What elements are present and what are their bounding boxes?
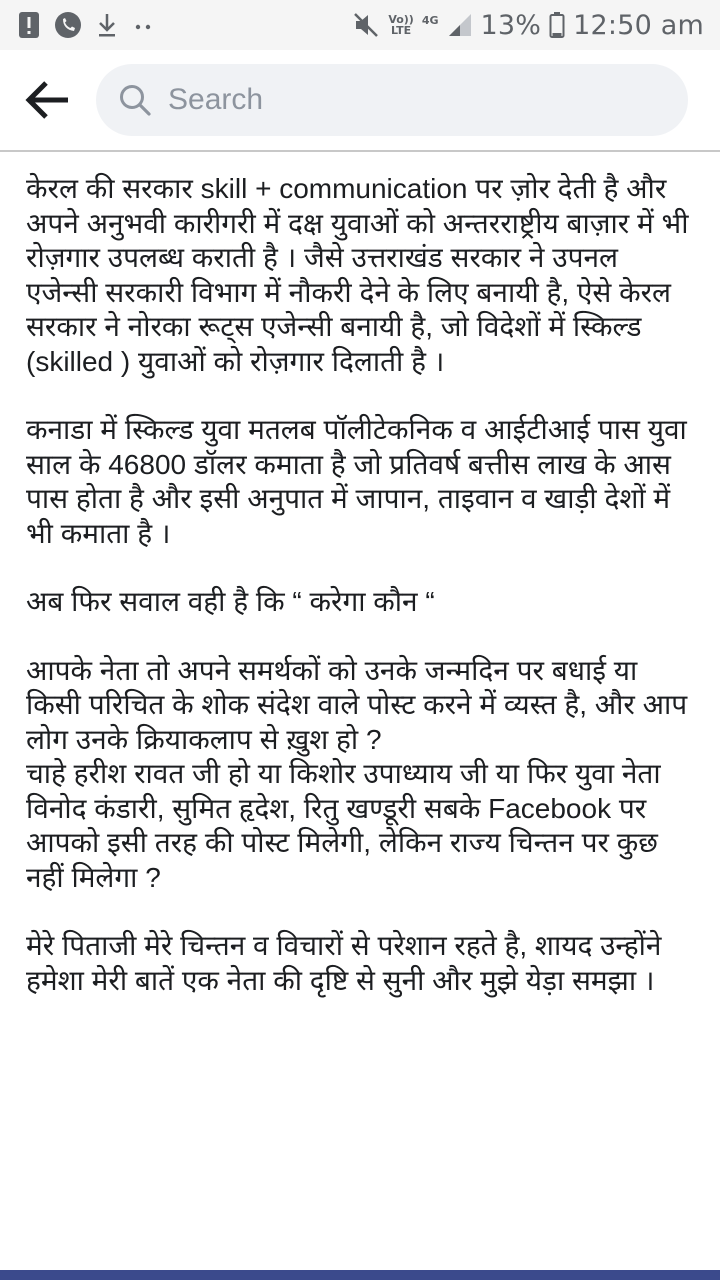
clock: 12:50 am xyxy=(573,9,704,41)
signal-icon xyxy=(447,12,473,38)
bottom-bar xyxy=(0,1270,720,1280)
back-button[interactable] xyxy=(22,78,72,122)
status-bar xyxy=(0,0,720,50)
battery-icon xyxy=(549,11,565,39)
post-paragraph: कनाडा में स्किल्ड युवा मतलब पॉलीटेकनिक व आईटीआई पास युवा साल के 46800 डॉलर कमाता है जो प्रतिवर्ष बत्तीस लाख के आस पास होता है और इसी अनुपात में जापान, ताइवान व खाड़ी देशों में भी कमाता है । xyxy=(26,414,687,549)
header-divider xyxy=(0,150,720,152)
search-icon xyxy=(118,83,152,117)
more-dots-icon xyxy=(132,11,154,39)
status-notifications xyxy=(18,11,154,39)
network-type-label: 4G xyxy=(421,13,439,27)
alert-icon xyxy=(18,11,40,39)
search-box[interactable] xyxy=(96,64,688,136)
status-system xyxy=(352,10,704,41)
mute-icon xyxy=(352,11,380,39)
post-paragraph: आपके नेता तो अपने समर्थकों को उनके जन्मदिन पर बधाई या किसी परिचित के शोक संदेश वाले पोस्ट करने में व्यस्त है, और आप लोग उनके क्रियाकलाप से ख़ुश हो ? चाहे हरीश रावत जी हो या किशोर उपाध्याय जी या फिर युवा नेता विनोद कंडारी, सुमित हृदेश, रितु खण्डूरी सबके Facebook पर आपको इसी तरह की पोस्ट मिलेगी, लेकिन राज्य चिन्तन पर कुछ नहीं मिलेगा ? xyxy=(26,654,688,893)
back-arrow-icon xyxy=(24,80,70,120)
post-paragraph: अब फिर सवाल वही है कि “ करेगा कौन “ xyxy=(26,586,435,617)
download-icon xyxy=(96,11,118,39)
phone-icon xyxy=(54,11,82,39)
battery-percent: 13% xyxy=(480,9,542,41)
post-paragraph: केरल की सरकार skill + communication पर ज़ोर देती है और अपने अनुभवी कारीगरी में दक्ष युवाओं को अन्तरराष्ट्रीय बाज़ार में भी रोज़गार उपलब्ध कराती है । जैसे उत्तराखंड सरकार ने उपनल एजेन्सी सरकारी विभाग में नौकरी देने के लिए बनायी है, ऐसे केरल सरकार ने नोरका रूट्स एजेन्सी बनायी है, जो विदेशों में स्किल्ड (skilled ) युवाओं को रोज़गार दिलाती है । xyxy=(26,173,689,377)
top-bar xyxy=(0,50,720,150)
search-input[interactable] xyxy=(166,82,650,118)
post-paragraph: मेरे पिताजी मेरे चिन्तन व विचारों से परेशान रहते है, शायद उन्होंने हमेशा मेरी बातें एक नेता की दृष्टि से सुनी और मुझे येड़ा समझा । xyxy=(26,930,662,996)
post-text xyxy=(26,172,694,1032)
volte-icon: Vo)) LTE xyxy=(388,13,414,37)
